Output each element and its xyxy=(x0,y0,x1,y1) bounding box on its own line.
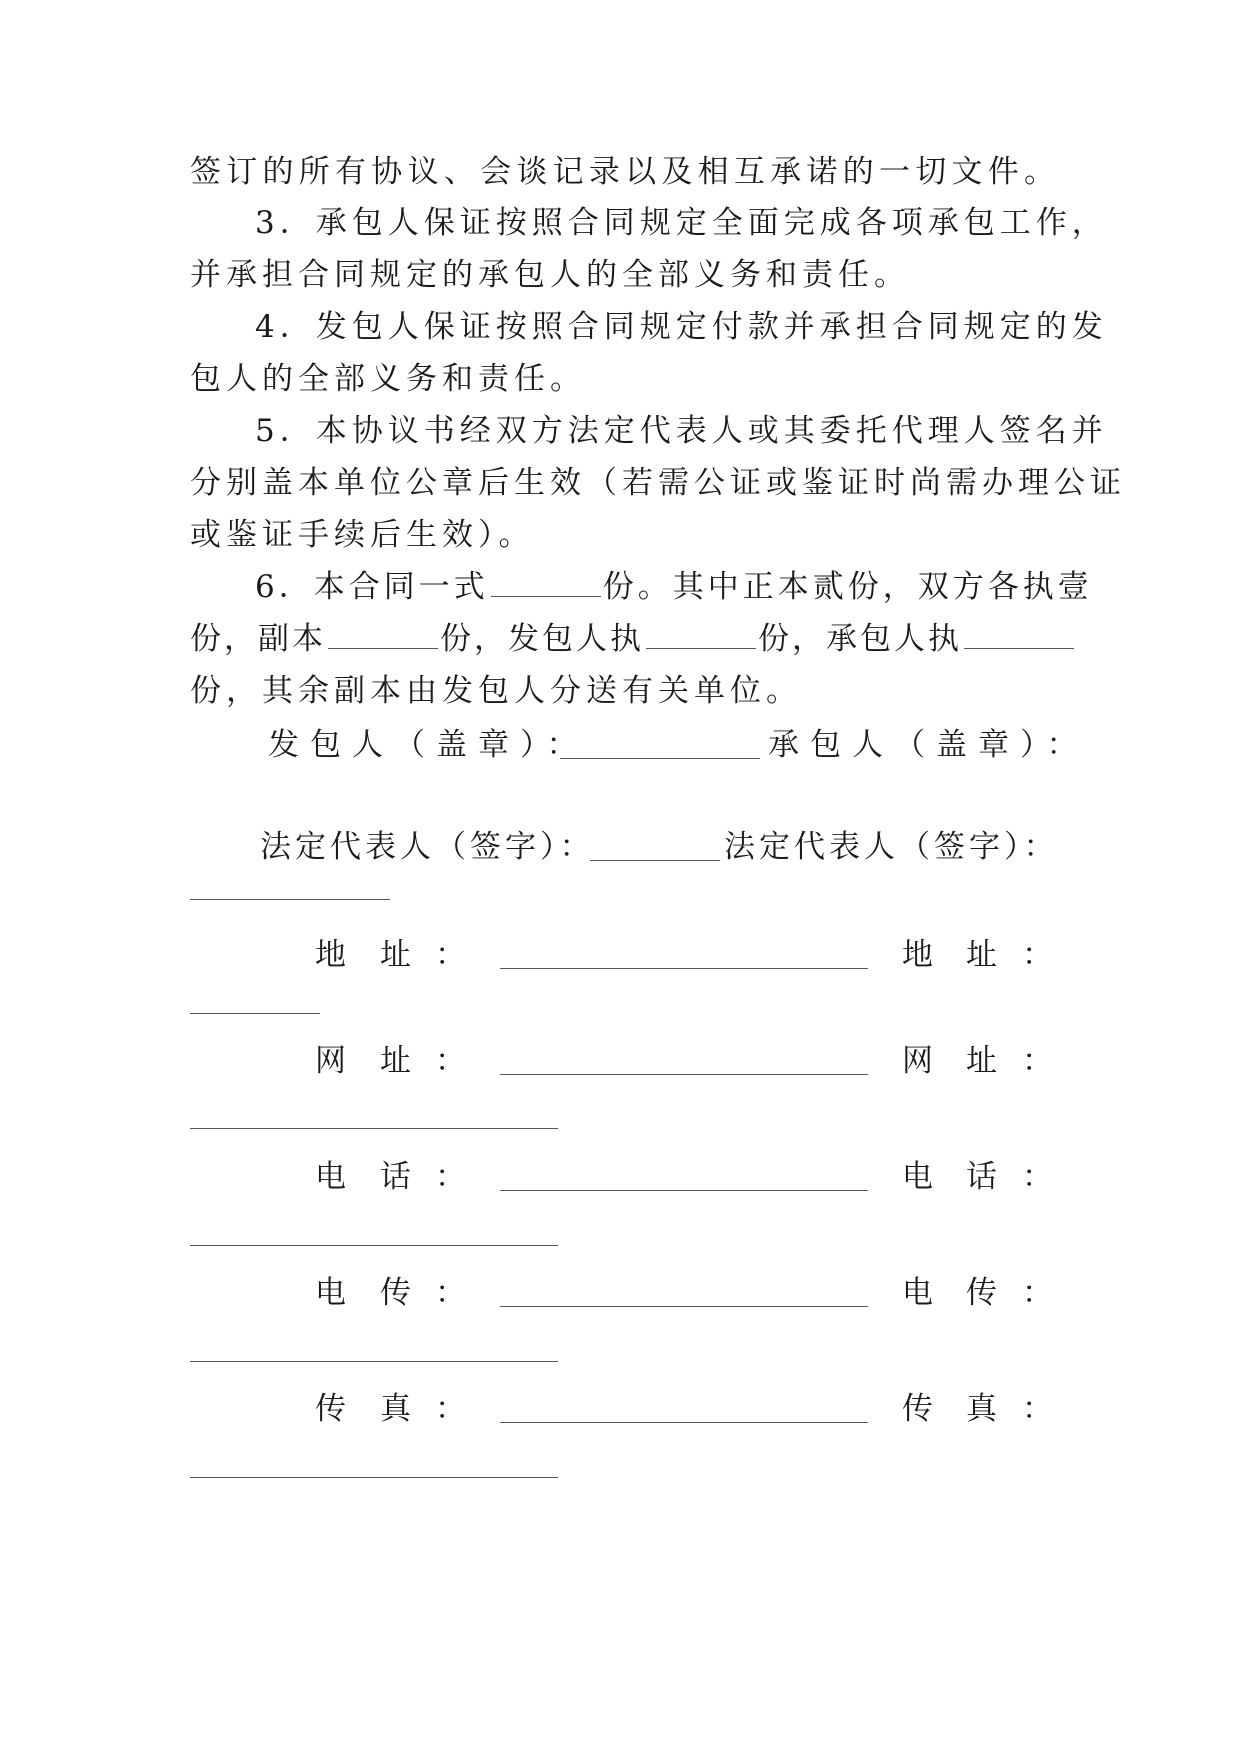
contractor-telex-blank[interactable] xyxy=(190,1476,558,1478)
website-row xyxy=(190,1041,1060,1081)
contractor-address-char-1: 地 xyxy=(902,937,933,973)
contractor-telex-char-2: 传 xyxy=(966,1275,997,1311)
employer-fax-char-1: 传 xyxy=(315,1391,346,1427)
clause-6-line-2 xyxy=(190,619,1060,659)
contractor-address-blank[interactable] xyxy=(190,1127,558,1129)
contractor-address-colon: ： xyxy=(1022,937,1053,973)
contractor-phone-colon: ： xyxy=(1022,1159,1053,1195)
clause-6-text-a: 6．本合同一式 xyxy=(255,569,489,605)
contractor-legal-rep-blank[interactable] xyxy=(190,1012,320,1014)
contractor-address-char-2: 址 xyxy=(966,937,997,973)
clause-6-line-1 xyxy=(255,567,1093,607)
contractor-copies-blank[interactable] xyxy=(964,620,1074,649)
contractor-seal-blank[interactable] xyxy=(190,898,390,900)
address-row xyxy=(190,935,1060,975)
copies-total-blank[interactable] xyxy=(491,568,601,597)
paragraph-2-end: 签订的所有协议、会谈记录以及相互承诺的一切文件。 xyxy=(190,154,1060,190)
legal-rep-row xyxy=(190,827,1060,867)
contractor-phone-blank[interactable] xyxy=(190,1360,558,1362)
employer-website-char-1: 网 xyxy=(315,1043,346,1079)
employer-website-char-2: 址 xyxy=(380,1043,411,1079)
employer-phone-colon: ： xyxy=(435,1159,466,1195)
employer-address-colon: ： xyxy=(435,937,466,973)
employer-telex-blank[interactable] xyxy=(500,1305,868,1307)
clause-6-text-c: 份，副本 xyxy=(190,621,326,657)
employer-legal-rep-blank[interactable] xyxy=(590,859,720,861)
contractor-legal-rep-label: 法定代表人（签字）： xyxy=(724,829,1059,865)
employer-address-char-1: 地 xyxy=(315,937,346,973)
copies-duplicate-blank[interactable] xyxy=(328,620,438,649)
contractor-website-colon: ： xyxy=(1022,1043,1053,1079)
clause-5-line-3: 或鉴证手续后生效）。 xyxy=(190,517,535,553)
employer-copies-blank[interactable] xyxy=(646,620,756,649)
seal-row xyxy=(190,725,1089,765)
employer-fax-char-2: 真 xyxy=(380,1391,411,1427)
clause-6-text-b: 份。其中正本贰份，双方各执壹 xyxy=(602,569,1093,605)
contractor-seal-label: 承包人（盖章）： xyxy=(768,727,1089,763)
employer-telex-char-2: 传 xyxy=(380,1275,411,1311)
clause-6-text-e: 份，承包人执 xyxy=(758,621,962,657)
employer-seal-label: 发包人（盖章）： xyxy=(268,727,589,763)
fax-row xyxy=(190,1389,1060,1429)
contractor-telex-char-1: 电 xyxy=(902,1275,933,1311)
employer-fax-colon: ： xyxy=(435,1391,466,1427)
clause-6-line-3: 份，其余副本由发包人分送有关单位。 xyxy=(190,673,802,709)
contractor-phone-char-2: 话 xyxy=(966,1159,997,1195)
employer-legal-rep-label: 法定代表人（签字）： xyxy=(260,829,595,865)
contractor-website-char-1: 网 xyxy=(902,1043,933,1079)
clause-3-line-1: 3．承包人保证按照合同规定全面完成各项承包工作， xyxy=(255,205,1108,241)
clause-5-line-2: 分别盖本单位公章后生效（若需公证或鉴证时尚需办理公证 xyxy=(190,465,1126,501)
clause-4-line-1: 4．发包人保证按照合同规定付款并承担合同规定的发 xyxy=(255,309,1108,345)
contractor-website-blank[interactable] xyxy=(190,1244,558,1246)
phone-row xyxy=(190,1157,1060,1197)
clause-5-line-1: 5．本协议书经双方法定代表人或其委托代理人签名并 xyxy=(255,413,1108,449)
contractor-fax-char-2: 真 xyxy=(966,1391,997,1427)
employer-fax-blank[interactable] xyxy=(500,1421,868,1423)
employer-phone-char-1: 电 xyxy=(315,1159,346,1195)
employer-phone-char-2: 话 xyxy=(380,1159,411,1195)
employer-telex-colon: ： xyxy=(435,1275,466,1311)
employer-phone-blank[interactable] xyxy=(500,1189,868,1191)
contractor-phone-char-1: 电 xyxy=(902,1159,933,1195)
contractor-telex-colon: ： xyxy=(1022,1275,1053,1311)
employer-telex-char-1: 电 xyxy=(315,1275,346,1311)
clause-6-text-d: 份，发包人执 xyxy=(440,621,644,657)
employer-website-blank[interactable] xyxy=(500,1073,868,1075)
contractor-fax-char-1: 传 xyxy=(902,1391,933,1427)
contractor-fax-colon: ： xyxy=(1022,1391,1053,1427)
clause-3-line-2: 并承担合同规定的承包人的全部义务和责任。 xyxy=(190,257,910,293)
telex-row xyxy=(190,1273,1060,1313)
employer-seal-blank[interactable] xyxy=(560,757,760,759)
employer-address-char-2: 址 xyxy=(380,937,411,973)
contractor-website-char-2: 址 xyxy=(966,1043,997,1079)
employer-website-colon: ： xyxy=(435,1043,466,1079)
employer-address-blank[interactable] xyxy=(500,967,868,969)
clause-4-line-2: 包人的全部义务和责任。 xyxy=(190,361,586,397)
